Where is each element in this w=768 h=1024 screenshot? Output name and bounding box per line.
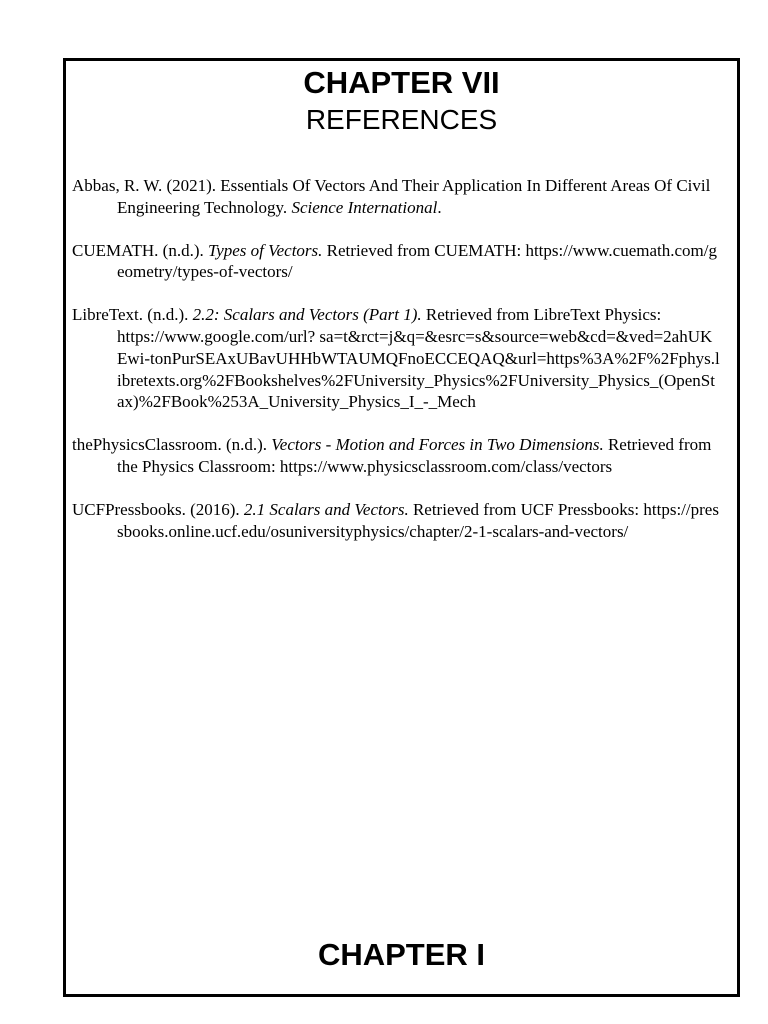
reference-text: thePhysicsClassroom. (n.d.). xyxy=(72,435,272,455)
reference-source-title: Vectors - Motion and Forces in Two Dimensions. xyxy=(271,435,604,455)
reference-text-tail: Retrieved from the Physics Classroom: xyxy=(117,435,712,476)
reference-text: CUEMATH. (n.d.). xyxy=(72,240,208,260)
reference-entry xyxy=(72,240,722,284)
reference-source-title: Types of Vectors. xyxy=(208,240,323,260)
reference-entry xyxy=(72,499,722,543)
reference-source-title: Science International xyxy=(291,197,438,217)
reference-text: LibreText. (n.d.). xyxy=(72,305,193,325)
reference-url[interactable]: sa=t&rct=j&q=&esrc=s&source=web&cd=&ved=2ahUKEwi-tonPurSEAxUBavUHHbWTAUMQFnoECCEQAQ&url=https%3A%2F%2Fphys.libretexts.org%2FBookshelves%2FUniversity_Physics%2FUniversity_Physics_(OpenStax)%2FBook%253A_University_Physics_I_-_Mech xyxy=(117,326,720,412)
reference-source-title: 2.2: Scalars and Vectors (Part 1). xyxy=(192,305,422,325)
reference-entry xyxy=(72,304,722,413)
section-title: REFERENCES xyxy=(305,104,498,135)
reference-text: UCFPressbooks. (2016). xyxy=(72,499,244,519)
reference-text-tail: Retrieved from UCF Pressbooks: xyxy=(408,499,640,519)
reference-entry xyxy=(72,175,722,219)
reference-url[interactable]: https://pressbooks.online.ucf.edu/osuniversityphysics/chapter/2-1-scalars-and-vectors/ xyxy=(117,499,719,541)
page-frame xyxy=(63,58,740,997)
reference-text-tail: . xyxy=(437,197,442,217)
reference-entry xyxy=(72,434,722,478)
reference-url[interactable]: https://www.physicsclassroom.com/class/vectors xyxy=(279,456,613,476)
chapter-title: CHAPTER VII xyxy=(303,65,500,100)
reference-text-tail: Retrieved from LibreText Physics: https://www.google.com/url? xyxy=(117,305,662,346)
reference-source-title: 2.1 Scalars and Vectors. xyxy=(243,499,409,519)
reference-list xyxy=(72,175,722,542)
reference-text-tail: Retrieved from CUEMATH: xyxy=(322,240,522,260)
reference-url[interactable]: https://www.cuemath.com/geometry/types-of-vectors/ xyxy=(117,240,717,282)
reference-text: Abbas, R. W. (2021). Essentials Of Vectors And Their Application In Different Areas Of Civil Engineering Technology. xyxy=(72,176,711,217)
next-chapter-title: CHAPTER I xyxy=(317,937,486,972)
